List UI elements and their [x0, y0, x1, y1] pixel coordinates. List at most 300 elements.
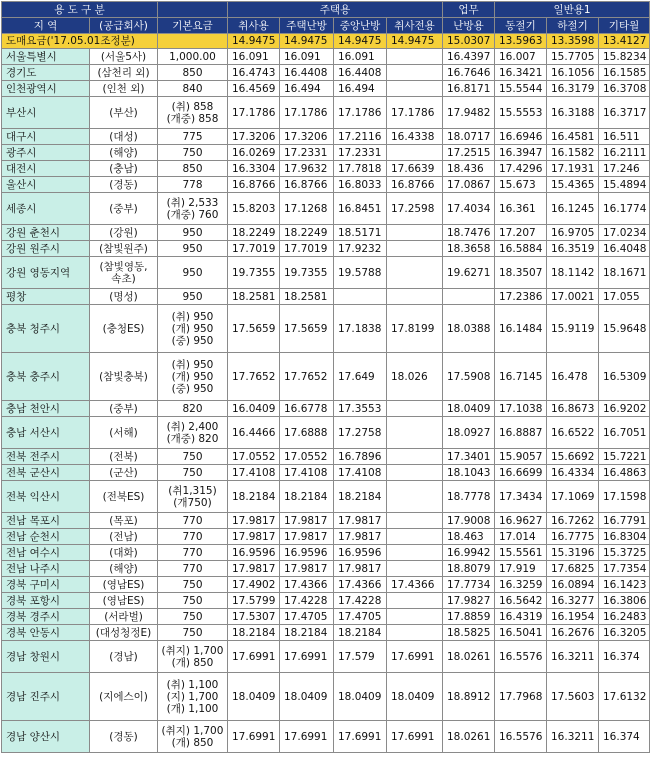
rate-cell: 16.4408: [334, 65, 387, 81]
company-cell: (전남): [90, 529, 158, 545]
rate-cell: 16.3947: [495, 145, 547, 161]
rate-cell: 18.463: [443, 529, 495, 545]
rate-cell: 16.1582: [547, 145, 599, 161]
region-cell: 부산시: [2, 97, 90, 129]
rate-cell: 17.1838: [334, 305, 387, 353]
company-cell: (대성): [90, 129, 158, 145]
rate-cell: 17.2598: [387, 193, 443, 225]
rate-table-body: [2, 34, 650, 753]
table-row: [2, 177, 650, 193]
rate-cell: 16.5309: [599, 353, 650, 401]
rate-cell: 17.6991: [228, 721, 280, 753]
rate-cell: 17.246: [599, 161, 650, 177]
base-fee-cell: [158, 34, 228, 49]
table-row: [2, 609, 650, 625]
rate-cell: 17.7652: [280, 353, 334, 401]
company-cell: (전북ES): [90, 481, 158, 513]
rate-cell: 16.6522: [547, 417, 599, 449]
rate-cell: 16.4338: [387, 129, 443, 145]
rate-cell: 16.0409: [228, 401, 280, 417]
company-cell: (영남ES): [90, 593, 158, 609]
rate-cell: 17.1786: [387, 97, 443, 129]
rate-cell: 16.9596: [280, 545, 334, 561]
rate-cell: 17.9817: [334, 529, 387, 545]
usage-category-header: 용 도 구 분: [2, 2, 158, 18]
region-cell: 경북 안동시: [2, 625, 90, 641]
table-row: [2, 561, 650, 577]
header-row-1: [2, 2, 650, 18]
table-row: [2, 577, 650, 593]
rate-cell: [387, 257, 443, 289]
table-row: [2, 465, 650, 481]
rate-cell: 16.4319: [495, 609, 547, 625]
rate-cell: [387, 465, 443, 481]
rate-cell: 16.5041: [495, 625, 547, 641]
rate-cell: 16.494: [334, 81, 387, 97]
rate-cell: 17.3401: [443, 449, 495, 465]
rate-cell: 15.3196: [547, 545, 599, 561]
rate-cell: 17.6132: [599, 673, 650, 721]
rate-cell: 17.014: [495, 529, 547, 545]
rate-cell: 16.8673: [547, 401, 599, 417]
region-cell: 전남 순천시: [2, 529, 90, 545]
rate-cell: 17.5307: [228, 609, 280, 625]
rate-cell: 17.1786: [334, 97, 387, 129]
rate-cell: 17.649: [334, 353, 387, 401]
rate-cell: 18.1671: [599, 257, 650, 289]
rate-cell: 17.1069: [547, 481, 599, 513]
rate-cell: 15.6692: [547, 449, 599, 465]
rate-cell: 17.1786: [280, 97, 334, 129]
rate-cell: 17.2116: [334, 129, 387, 145]
rate-cell: 18.2184: [228, 625, 280, 641]
table-row: [2, 545, 650, 561]
region-header: 지 역: [2, 18, 90, 34]
region-cell: 경북 경주시: [2, 609, 90, 625]
rate-cell: 18.2581: [228, 289, 280, 305]
rate-cell: 16.9942: [443, 545, 495, 561]
region-cell: 경북 구미시: [2, 577, 90, 593]
header-row-2: [2, 18, 650, 34]
rate-cell: 16.4408: [280, 65, 334, 81]
rate-cell: 16.7791: [599, 513, 650, 529]
rate-cell: 16.1245: [547, 193, 599, 225]
region-cell: 경기도: [2, 65, 90, 81]
cooking-only-header: 취사전용: [387, 18, 443, 34]
table-row: [2, 257, 650, 289]
rate-cell: 18.0927: [443, 417, 495, 449]
rate-cell: 16.4466: [228, 417, 280, 449]
rate-cell: 17.1786: [228, 97, 280, 129]
rate-cell: 17.0021: [547, 289, 599, 305]
company-cell: (참빛원주): [90, 241, 158, 257]
company-cell: (서울5사): [90, 49, 158, 65]
rate-cell: 17.4705: [334, 609, 387, 625]
base-fee-cell: 950: [158, 225, 228, 241]
rate-cell: 16.091: [228, 49, 280, 65]
rate-cell: 16.3188: [547, 97, 599, 129]
rate-cell: 16.6699: [495, 465, 547, 481]
company-cell: (대화): [90, 545, 158, 561]
region-cell: 강원 춘천시: [2, 225, 90, 241]
table-row: [2, 241, 650, 257]
table-row: [2, 529, 650, 545]
rate-cell: 13.3598: [547, 34, 599, 49]
base-fee-cell: (취) 2,533 (개중) 760: [158, 193, 228, 225]
rate-cell: 17.6991: [280, 721, 334, 753]
base-fee-cell: 950: [158, 257, 228, 289]
rate-cell: 17.6991: [387, 721, 443, 753]
company-cell: (경남): [90, 641, 158, 673]
rate-cell: 18.0409: [280, 673, 334, 721]
base-fee-cell: 778: [158, 177, 228, 193]
rate-cell: 16.8171: [443, 81, 495, 97]
rate-cell: 18.2184: [334, 625, 387, 641]
rate-cell: 16.361: [495, 193, 547, 225]
company-cell: (삼천리 외): [90, 65, 158, 81]
base-fee-cell: 770: [158, 561, 228, 577]
company-cell: (명성): [90, 289, 158, 305]
rate-cell: 16.3717: [599, 97, 650, 129]
base-fee-cell: (취지) 1,700 (개) 850: [158, 721, 228, 753]
rate-cell: 16.6946: [495, 129, 547, 145]
rate-cell: 17.919: [495, 561, 547, 577]
rate-cell: 17.7019: [280, 241, 334, 257]
rate-cell: 17.207: [495, 225, 547, 241]
rate-cell: 16.4863: [599, 465, 650, 481]
region-cell: 경남 창원시: [2, 641, 90, 673]
base-fee-cell: 750: [158, 465, 228, 481]
rate-cell: [387, 481, 443, 513]
region-cell: 경북 포항시: [2, 593, 90, 609]
company-cell: (충청ES): [90, 305, 158, 353]
rate-cell: 16.3211: [547, 641, 599, 673]
rate-cell: 16.5642: [495, 593, 547, 609]
rate-cell: 16.8766: [387, 177, 443, 193]
base-fee-cell: 1,000.00: [158, 49, 228, 65]
rate-cell: 17.1598: [599, 481, 650, 513]
rate-cell: 17.9817: [280, 529, 334, 545]
base-fee-cell: (취1,315) (개750): [158, 481, 228, 513]
rate-cell: 18.0717: [443, 129, 495, 145]
rate-cell: 18.8079: [443, 561, 495, 577]
base-fee-cell: 750: [158, 577, 228, 593]
region-cell: 대구시: [2, 129, 90, 145]
region-cell: 전북 익산시: [2, 481, 90, 513]
residential-heating-header: 주택난방: [280, 18, 334, 34]
rate-cell: 16.8451: [334, 193, 387, 225]
base-fee-cell: 750: [158, 625, 228, 641]
company-cell: (중부): [90, 193, 158, 225]
rate-cell: [443, 289, 495, 305]
rate-cell: 17.4228: [280, 593, 334, 609]
base-fee-cell: 750: [158, 145, 228, 161]
company-header: (공급회사): [90, 18, 158, 34]
rate-cell: 16.4581: [547, 129, 599, 145]
rate-cell: 15.5561: [495, 545, 547, 561]
rate-cell: [387, 529, 443, 545]
table-row: [2, 65, 650, 81]
rate-cell: 18.0409: [387, 673, 443, 721]
rate-cell: 18.026: [387, 353, 443, 401]
rate-cell: 16.9202: [599, 401, 650, 417]
base-fee-cell: 770: [158, 529, 228, 545]
rate-cell: 16.374: [599, 721, 650, 753]
region-cell: 전북 군산시: [2, 465, 90, 481]
rate-cell: [387, 513, 443, 529]
base-fee-cell: 950: [158, 241, 228, 257]
base-fee-cell: (취) 2,400 (개중) 820: [158, 417, 228, 449]
rate-cell: 17.5659: [280, 305, 334, 353]
rate-cell: 17.4366: [387, 577, 443, 593]
rate-cell: 16.7896: [334, 449, 387, 465]
table-row: [2, 129, 650, 145]
rate-cell: [387, 417, 443, 449]
rate-cell: 17.4034: [443, 193, 495, 225]
company-cell: (참빛영동, 속초): [90, 257, 158, 289]
rate-cell: 17.5603: [547, 673, 599, 721]
rate-cell: 17.0867: [443, 177, 495, 193]
rate-cell: 16.8766: [280, 177, 334, 193]
rate-cell: 18.2581: [280, 289, 334, 305]
rate-cell: 15.9119: [547, 305, 599, 353]
rate-cell: 17.4108: [280, 465, 334, 481]
region-cell: 경남 진주시: [2, 673, 90, 721]
rate-cell: 17.2331: [280, 145, 334, 161]
base-fee-cell: (취) 858 (개중) 858: [158, 97, 228, 129]
rate-cell: 18.5825: [443, 625, 495, 641]
region-cell: 대전시: [2, 161, 90, 177]
rate-cell: 16.1484: [495, 305, 547, 353]
rate-cell: 17.9008: [443, 513, 495, 529]
rate-cell: 17.5659: [228, 305, 280, 353]
rate-cell: 17.4108: [228, 465, 280, 481]
rate-cell: 16.3304: [228, 161, 280, 177]
rate-cell: 16.6778: [280, 401, 334, 417]
table-row: [2, 305, 650, 353]
rate-cell: 15.3725: [599, 545, 650, 561]
rate-cell: 18.5171: [334, 225, 387, 241]
region-cell: 경남 양산시: [2, 721, 90, 753]
table-row: [2, 449, 650, 465]
rate-cell: 17.7354: [599, 561, 650, 577]
table-row: [2, 401, 650, 417]
table-row: [2, 353, 650, 401]
company-cell: (전북): [90, 449, 158, 465]
company-cell: (인천 외): [90, 81, 158, 97]
rate-cell: [387, 561, 443, 577]
blank-header: [158, 2, 228, 18]
rate-cell: 14.9475: [387, 34, 443, 49]
rate-cell: 16.8887: [495, 417, 547, 449]
rate-cell: 17.9827: [443, 593, 495, 609]
rate-cell: 17.6991: [387, 641, 443, 673]
region-cell: 전남 나주시: [2, 561, 90, 577]
rate-cell: 16.5576: [495, 641, 547, 673]
rate-cell: 17.7734: [443, 577, 495, 593]
region-cell: 충남 서산시: [2, 417, 90, 449]
rate-cell: [387, 65, 443, 81]
rate-cell: 13.4127: [599, 34, 650, 49]
rate-cell: 16.9705: [547, 225, 599, 241]
region-cell: 전남 여수시: [2, 545, 90, 561]
rate-cell: 16.0269: [228, 145, 280, 161]
rate-cell: 16.1056: [547, 65, 599, 81]
table-row: [2, 593, 650, 609]
rate-cell: 17.9817: [280, 561, 334, 577]
rate-cell: 17.4366: [334, 577, 387, 593]
region-cell: 울산시: [2, 177, 90, 193]
rate-cell: 17.1268: [280, 193, 334, 225]
rate-cell: 16.4569: [228, 81, 280, 97]
rate-cell: 17.1038: [495, 401, 547, 417]
table-row: [2, 721, 650, 753]
rate-cell: 17.9232: [334, 241, 387, 257]
rate-cell: 17.6888: [280, 417, 334, 449]
region-cell: 광주시: [2, 145, 90, 161]
rate-cell: 16.3211: [547, 721, 599, 753]
rate-cell: 17.8859: [443, 609, 495, 625]
rate-cell: 18.7778: [443, 481, 495, 513]
rate-cell: [387, 401, 443, 417]
cooking-header: 취사용: [228, 18, 280, 34]
rate-cell: 16.4334: [547, 465, 599, 481]
rate-cell: [387, 145, 443, 161]
rate-cell: 18.3658: [443, 241, 495, 257]
table-row: [2, 97, 650, 129]
rate-cell: 14.9475: [280, 34, 334, 49]
rate-cell: 18.7476: [443, 225, 495, 241]
table-row: [2, 49, 650, 65]
rate-cell: 16.3179: [547, 81, 599, 97]
rate-cell: 15.7705: [547, 49, 599, 65]
rate-cell: 17.8199: [387, 305, 443, 353]
base-fee-cell: 770: [158, 513, 228, 529]
company-cell: (경동): [90, 721, 158, 753]
rate-cell: 16.7262: [547, 513, 599, 529]
base-fee-cell: (취) 950 (개) 950 (중) 950: [158, 353, 228, 401]
region-cell: 충북 충주시: [2, 353, 90, 401]
table-row: [2, 417, 650, 449]
table-row: [2, 81, 650, 97]
summer-header: 하절기: [547, 18, 599, 34]
rate-cell: 18.2184: [280, 625, 334, 641]
base-fee-cell: 820: [158, 401, 228, 417]
rate-cell: 17.055: [599, 289, 650, 305]
base-fee-cell: 750: [158, 449, 228, 465]
rate-cell: 16.9627: [495, 513, 547, 529]
table-row: [2, 641, 650, 673]
rate-cell: 16.494: [280, 81, 334, 97]
company-cell: (서해): [90, 417, 158, 449]
base-fee-cell: 750: [158, 593, 228, 609]
rate-cell: 18.0261: [443, 641, 495, 673]
rate-cell: 16.1774: [599, 193, 650, 225]
rate-cell: 16.3519: [547, 241, 599, 257]
rate-cell: 17.7968: [495, 673, 547, 721]
rate-cell: 17.2758: [334, 417, 387, 449]
company-cell: (군산): [90, 465, 158, 481]
rate-cell: [387, 593, 443, 609]
general1-header: 일반용1: [495, 2, 650, 18]
rate-cell: 17.7019: [228, 241, 280, 257]
rate-cell: 16.1423: [599, 577, 650, 593]
table-row: [2, 513, 650, 529]
rate-cell: 18.0409: [443, 401, 495, 417]
winter-header: 동절기: [495, 18, 547, 34]
rate-cell: 15.4894: [599, 177, 650, 193]
rate-cell: 17.3206: [228, 129, 280, 145]
rate-cell: 18.0261: [443, 721, 495, 753]
table-row: [2, 625, 650, 641]
rate-cell: 17.4108: [334, 465, 387, 481]
rate-cell: 14.9475: [334, 34, 387, 49]
rate-cell: 17.3206: [280, 129, 334, 145]
other-month-header: 기타월: [599, 18, 650, 34]
rate-cell: 16.3259: [495, 577, 547, 593]
company-cell: (해양): [90, 145, 158, 161]
rate-cell: 17.2515: [443, 145, 495, 161]
company-cell: (대성청정E): [90, 625, 158, 641]
rate-cell: 18.2249: [228, 225, 280, 241]
rate-cell: [387, 545, 443, 561]
rate-cell: 18.2184: [334, 481, 387, 513]
base-fee-cell: 775: [158, 129, 228, 145]
region-cell: 충남 천안시: [2, 401, 90, 417]
region-cell: 강원 원주시: [2, 241, 90, 257]
rate-cell: 17.2331: [334, 145, 387, 161]
base-fee-cell: 840: [158, 81, 228, 97]
rate-cell: 15.7221: [599, 449, 650, 465]
rate-cell: 18.0409: [228, 673, 280, 721]
company-cell: (강원): [90, 225, 158, 241]
rate-cell: 15.8203: [228, 193, 280, 225]
base-fee-cell: 950: [158, 289, 228, 305]
rate-cell: 17.4902: [228, 577, 280, 593]
rate-cell: 17.4705: [280, 609, 334, 625]
rate-cell: 16.091: [280, 49, 334, 65]
rate-cell: 16.7775: [547, 529, 599, 545]
rate-cell: [334, 289, 387, 305]
rate-cell: 16.7646: [443, 65, 495, 81]
table-row: [2, 225, 650, 241]
rate-cell: 18.1043: [443, 465, 495, 481]
rate-cell: 19.5788: [334, 257, 387, 289]
rate-cell: 16.2676: [547, 625, 599, 641]
region-cell: 평창: [2, 289, 90, 305]
rate-cell: 16.5884: [495, 241, 547, 257]
table-row: [2, 481, 650, 513]
table-row: [2, 161, 650, 177]
rate-cell: 19.7355: [228, 257, 280, 289]
base-fee-cell: (취지) 1,700 (개) 850: [158, 641, 228, 673]
base-fee-cell: 850: [158, 161, 228, 177]
business-heating-header: 난방용: [443, 18, 495, 34]
base-fee-cell: 770: [158, 545, 228, 561]
central-heating-header: 중앙난방: [334, 18, 387, 34]
rate-cell: 19.6271: [443, 257, 495, 289]
rate-cell: 16.9596: [334, 545, 387, 561]
rate-cell: 17.9817: [228, 529, 280, 545]
rate-cell: 16.374: [599, 641, 650, 673]
region-cell: 충북 청주시: [2, 305, 90, 353]
rate-cell: 15.8234: [599, 49, 650, 65]
region-cell: 인천광역시: [2, 81, 90, 97]
region-cell: 서울특별시: [2, 49, 90, 65]
gas-rate-table: [1, 1, 650, 753]
rate-cell: 16.3277: [547, 593, 599, 609]
rate-cell: 19.7355: [280, 257, 334, 289]
